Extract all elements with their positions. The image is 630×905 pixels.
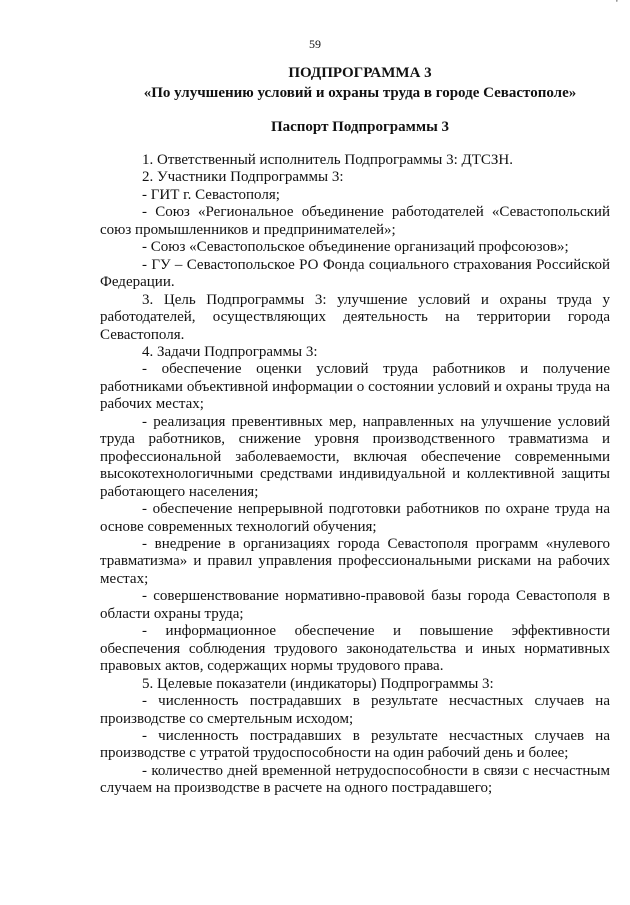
passport-heading: Паспорт Подпрограммы 3 xyxy=(270,119,450,135)
page-number: 59 xyxy=(309,37,321,51)
paragraph: - совершенствование нормативно-правовой базы города Севастополя в области охраны труда; xyxy=(100,588,610,622)
paragraph: - обеспечение непрерывной подготовки работников по охране труда на основе современных технологий обучения; xyxy=(100,501,610,535)
paragraph: - информационное обеспечение и повышение эффективности обеспечения соблюдения трудового законодательства и иных нормативных правовых актов, содержащих нормы трудового права. xyxy=(100,623,610,675)
paragraph: 2. Участники Подпрограммы 3: xyxy=(142,169,344,186)
paragraph: - внедрение в организациях города Севастополя программ «нулевого травматизма» и правил управления профессиональными рисками на рабочих местах; xyxy=(100,535,610,587)
paragraph: - численность пострадавших в результате несчастных случаев на производстве с утратой трудоспособности на один рабочий день и более; xyxy=(100,727,610,762)
paragraph: 3. Цель Подпрограммы 3: улучшение условий и охраны труда у работодателей, осуществляющих деятельность на территории города Севастополя. xyxy=(100,291,610,343)
paragraph: - ГУ – Севастопольское РО Фонда социального страхования Российской Федерации. xyxy=(100,256,610,291)
document-body xyxy=(100,152,610,798)
paragraph: 4. Задачи Подпрограммы 3: xyxy=(142,343,318,360)
program-subtitle: «По улучшению условий и охраны труда в городе Севастополе» xyxy=(143,85,577,101)
paragraph: - численность пострадавших в результате несчастных случаев на производстве со смертельным исходом; xyxy=(100,693,610,727)
paragraph: - количество дней временной нетрудоспособности в связи с несчастным случаем на производстве в расчете на одного пострадавшего; xyxy=(100,762,610,797)
paragraph: - обеспечение оценки условий труда работников и получение работниками объективной информации о состоянии условий и охраны труда на рабочих местах; xyxy=(100,361,610,413)
paragraph: - Союз «Севастопольское объединение организаций профсоюзов»; xyxy=(142,239,569,256)
paragraph: 1. Ответственный исполнитель Подпрограммы 3: ДТСЗН. xyxy=(142,152,513,168)
paragraph: - Союз «Региональное объединение работодателей «Севастопольский союз промышленников и предпринимателей»; xyxy=(100,204,610,238)
paragraph: 5. Целевые показатели (индикаторы) Подпрограммы 3: xyxy=(142,675,494,692)
paragraph: - реализация превентивных мер, направленных на улучшение условий труда работников, снижение уровня производственного травматизма и профессиональной заболеваемости, включая обеспечение современными высокотехнологичными средствами индивидуальной и коллективной защиты работающего населения; xyxy=(100,413,610,500)
paragraph: - ГИТ г. Севастополя; xyxy=(142,186,280,203)
program-title: ПОДПРОГРАММА 3 xyxy=(288,65,432,81)
corner-mark: ⠁ xyxy=(614,0,622,11)
